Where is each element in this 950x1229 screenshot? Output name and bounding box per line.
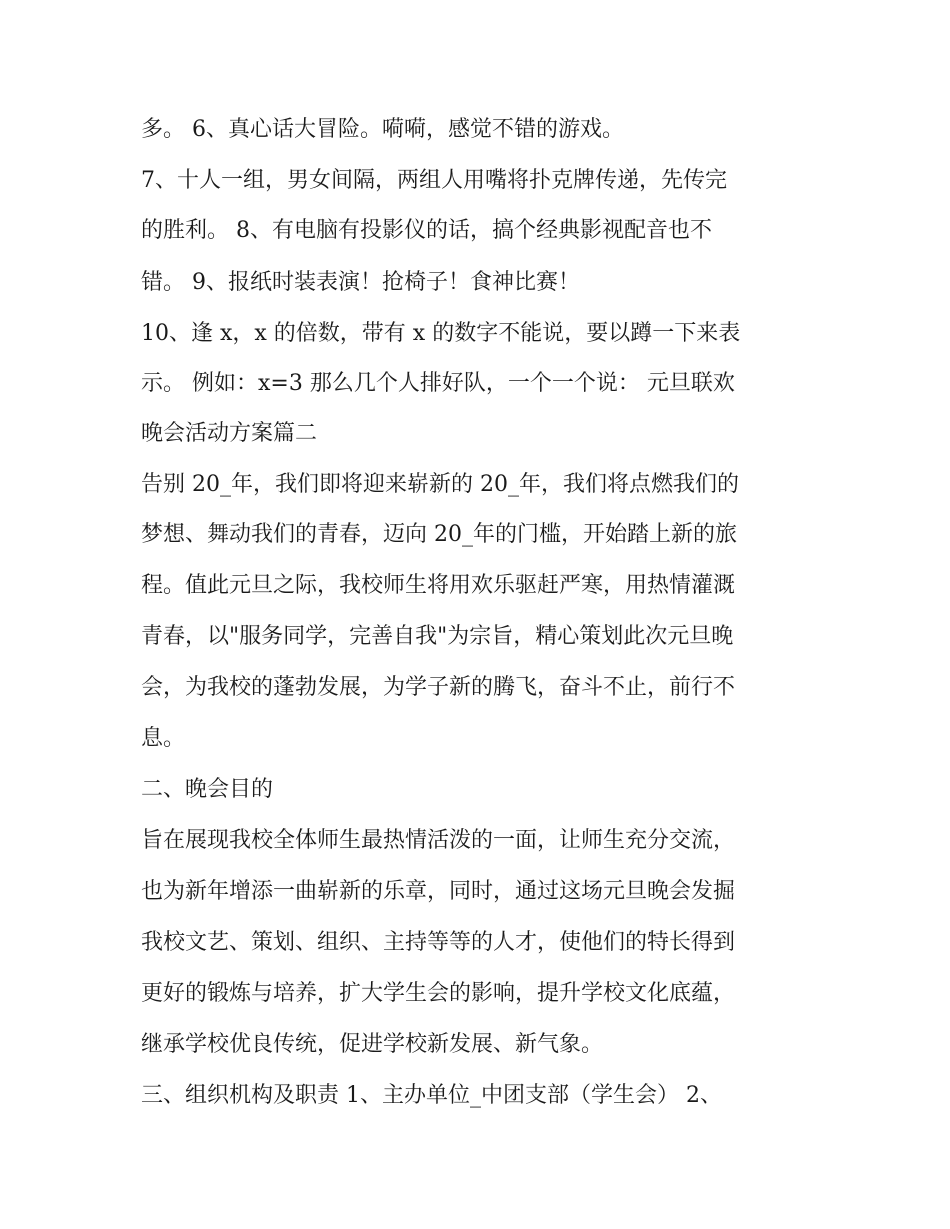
section-heading: 二、晚会目的: [141, 777, 274, 802]
text-line: 会，为我校的蓬勃发展，为学子新的腾飞，奋斗不止，前行不: [141, 675, 736, 700]
text-line: 青春，以"服务同学，完善自我"为宗旨，精心策划此次元旦晚: [141, 624, 734, 649]
text-line: 7、十人一组，男女间隔，两组人用嘴将扑克牌传递，先传完: [141, 168, 727, 193]
text-line: 继承学校优良传统，促进学校新发展、新气象。: [141, 1032, 604, 1057]
text-line: 示。 例如：x=3 那么几个人排好队，一个一个说： 元旦联欢: [141, 371, 735, 396]
text-line: 旨在展现我校全体师生最热情活泼的一面，让师生充分交流，: [141, 828, 736, 853]
text-line: 错。 9、报纸时装表演！抢椅子！食神比赛！: [141, 270, 580, 295]
text-line: 晚会活动方案篇二: [141, 421, 318, 446]
text-line: 10、逢 x，x 的倍数，带有 x 的数字不能说，要以蹲一下来表: [141, 321, 741, 346]
text-line: 程。值此元旦之际，我校师生将用欢乐驱赶严寒，用热情灌溉: [141, 573, 736, 598]
text-line: 我校文艺、策划、组织、主持等等的人才，使他们的特长得到: [141, 930, 736, 955]
text-line: 的胜利。 8、有电脑有投影仪的话，搞个经典影视配音也不: [141, 218, 712, 243]
text-line: 三、组织机构及职责 1、主办单位_中团支部（学生会） 2、: [141, 1083, 722, 1108]
text-line: 告别 20_年，我们即将迎来崭新的 20_年，我们将点燃我们的: [141, 472, 739, 497]
text-line: 梦想、舞动我们的青春，迈向 20_年的门槛，开始踏上新的旅: [141, 522, 737, 547]
text-line: 多。 6、真心话大冒险。嗬嗬，感觉不错的游戏。: [141, 117, 624, 142]
text-line: 也为新年增添一曲崭新的乐章，同时，通过这场元旦晚会发掘: [141, 879, 736, 904]
text-line: 更好的锻炼与培养，扩大学生会的影响，提升学校文化底蕴，: [141, 981, 736, 1006]
text-line: 息。: [141, 726, 186, 751]
